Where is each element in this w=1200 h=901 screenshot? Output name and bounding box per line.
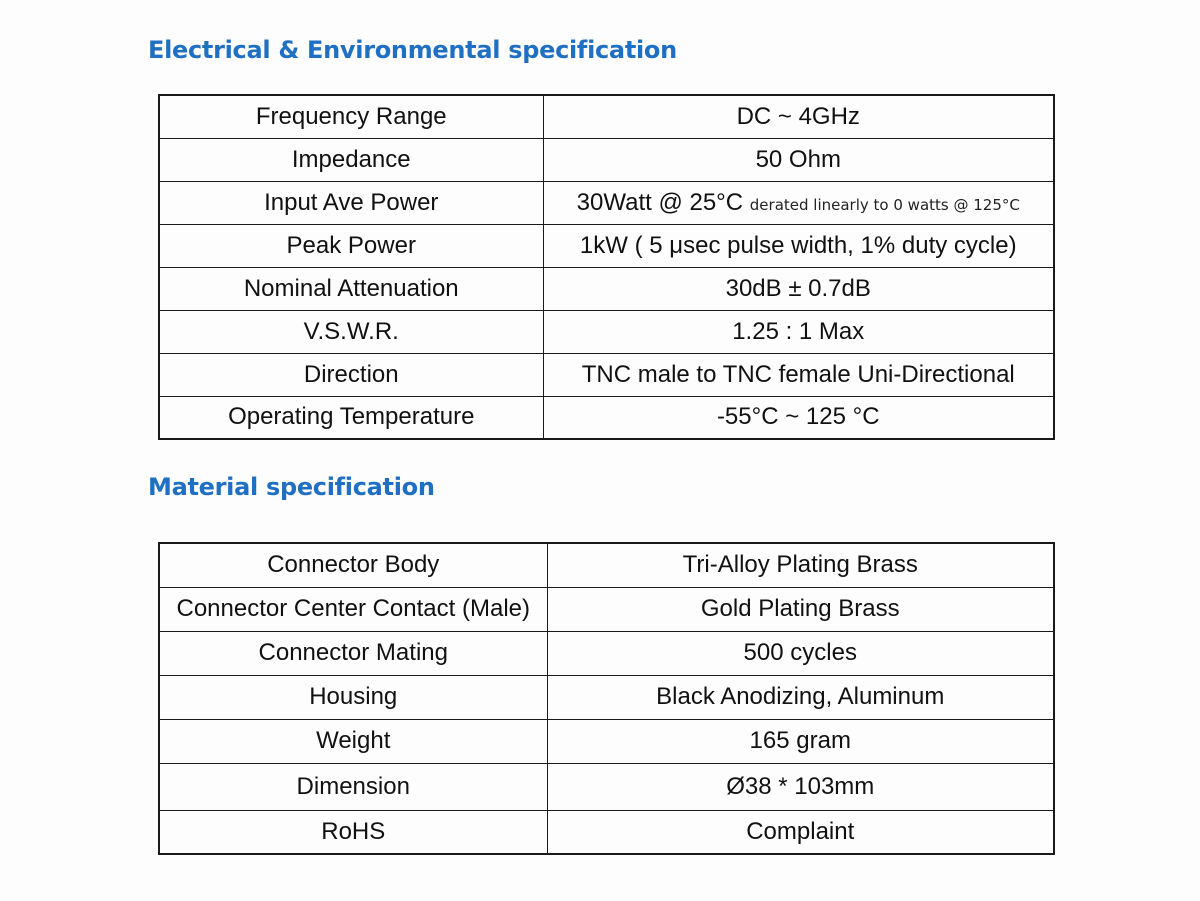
spec-note: derated linearly to 0 watts @ 125°C bbox=[749, 195, 1020, 214]
table-row bbox=[159, 310, 1054, 353]
table-row bbox=[159, 396, 1054, 439]
spec-value: 30dB ± 0.7dB bbox=[543, 267, 1054, 310]
table-row bbox=[159, 267, 1054, 310]
spec-value: DC ~ 4GHz bbox=[543, 95, 1054, 138]
spec-value: 1kW ( 5 μsec pulse width, 1% duty cycle) bbox=[543, 224, 1054, 267]
table-row bbox=[159, 353, 1054, 396]
spec-value: Ø38 * 103mm bbox=[547, 763, 1054, 810]
spec-label: Housing bbox=[159, 675, 547, 719]
spec-value: 50 Ohm bbox=[543, 138, 1054, 181]
table-row bbox=[159, 719, 1054, 763]
table-row bbox=[159, 95, 1054, 138]
spec-label: Peak Power bbox=[159, 224, 543, 267]
table-row bbox=[159, 543, 1054, 587]
table-row bbox=[159, 138, 1054, 181]
spec-label: Connector Mating bbox=[159, 631, 547, 675]
spec-value: Complaint bbox=[547, 810, 1054, 854]
spec-value: -55°C ~ 125 °C bbox=[543, 396, 1054, 439]
spec-value: Gold Plating Brass bbox=[547, 587, 1054, 631]
electrical-section-title: Electrical & Environmental specification bbox=[148, 36, 677, 64]
spec-label: Impedance bbox=[159, 138, 543, 181]
spec-label: Operating Temperature bbox=[159, 396, 543, 439]
spec-label: V.S.W.R. bbox=[159, 310, 543, 353]
spec-label: Frequency Range bbox=[159, 95, 543, 138]
spec-label: RoHS bbox=[159, 810, 547, 854]
table-row bbox=[159, 631, 1054, 675]
spec-value: 165 gram bbox=[547, 719, 1054, 763]
spec-label: Weight bbox=[159, 719, 547, 763]
table-row bbox=[159, 224, 1054, 267]
spec-value: Tri-Alloy Plating Brass bbox=[547, 543, 1054, 587]
table-row bbox=[159, 763, 1054, 810]
spec-label: Connector Body bbox=[159, 543, 547, 587]
material-section-title: Material specification bbox=[148, 473, 435, 501]
spec-value: Black Anodizing, Aluminum bbox=[547, 675, 1054, 719]
table-row bbox=[159, 810, 1054, 854]
spec-value: 30Watt @ 25°C bbox=[576, 188, 744, 216]
table-row bbox=[159, 675, 1054, 719]
spec-value: TNC male to TNC female Uni-Directional bbox=[543, 353, 1054, 396]
spec-label: Nominal Attenuation bbox=[159, 267, 543, 310]
table-row bbox=[159, 181, 1054, 224]
table-row bbox=[159, 587, 1054, 631]
electrical-spec-table bbox=[158, 94, 1055, 440]
material-spec-table bbox=[158, 542, 1055, 855]
spec-label: Connector Center Contact (Male) bbox=[159, 587, 547, 631]
spec-value: 500 cycles bbox=[547, 631, 1054, 675]
spec-label: Dimension bbox=[159, 763, 547, 810]
spec-value-cell bbox=[543, 181, 1054, 224]
spec-value: 1.25 : 1 Max bbox=[543, 310, 1054, 353]
spec-label: Direction bbox=[159, 353, 543, 396]
spec-label: Input Ave Power bbox=[159, 181, 543, 224]
